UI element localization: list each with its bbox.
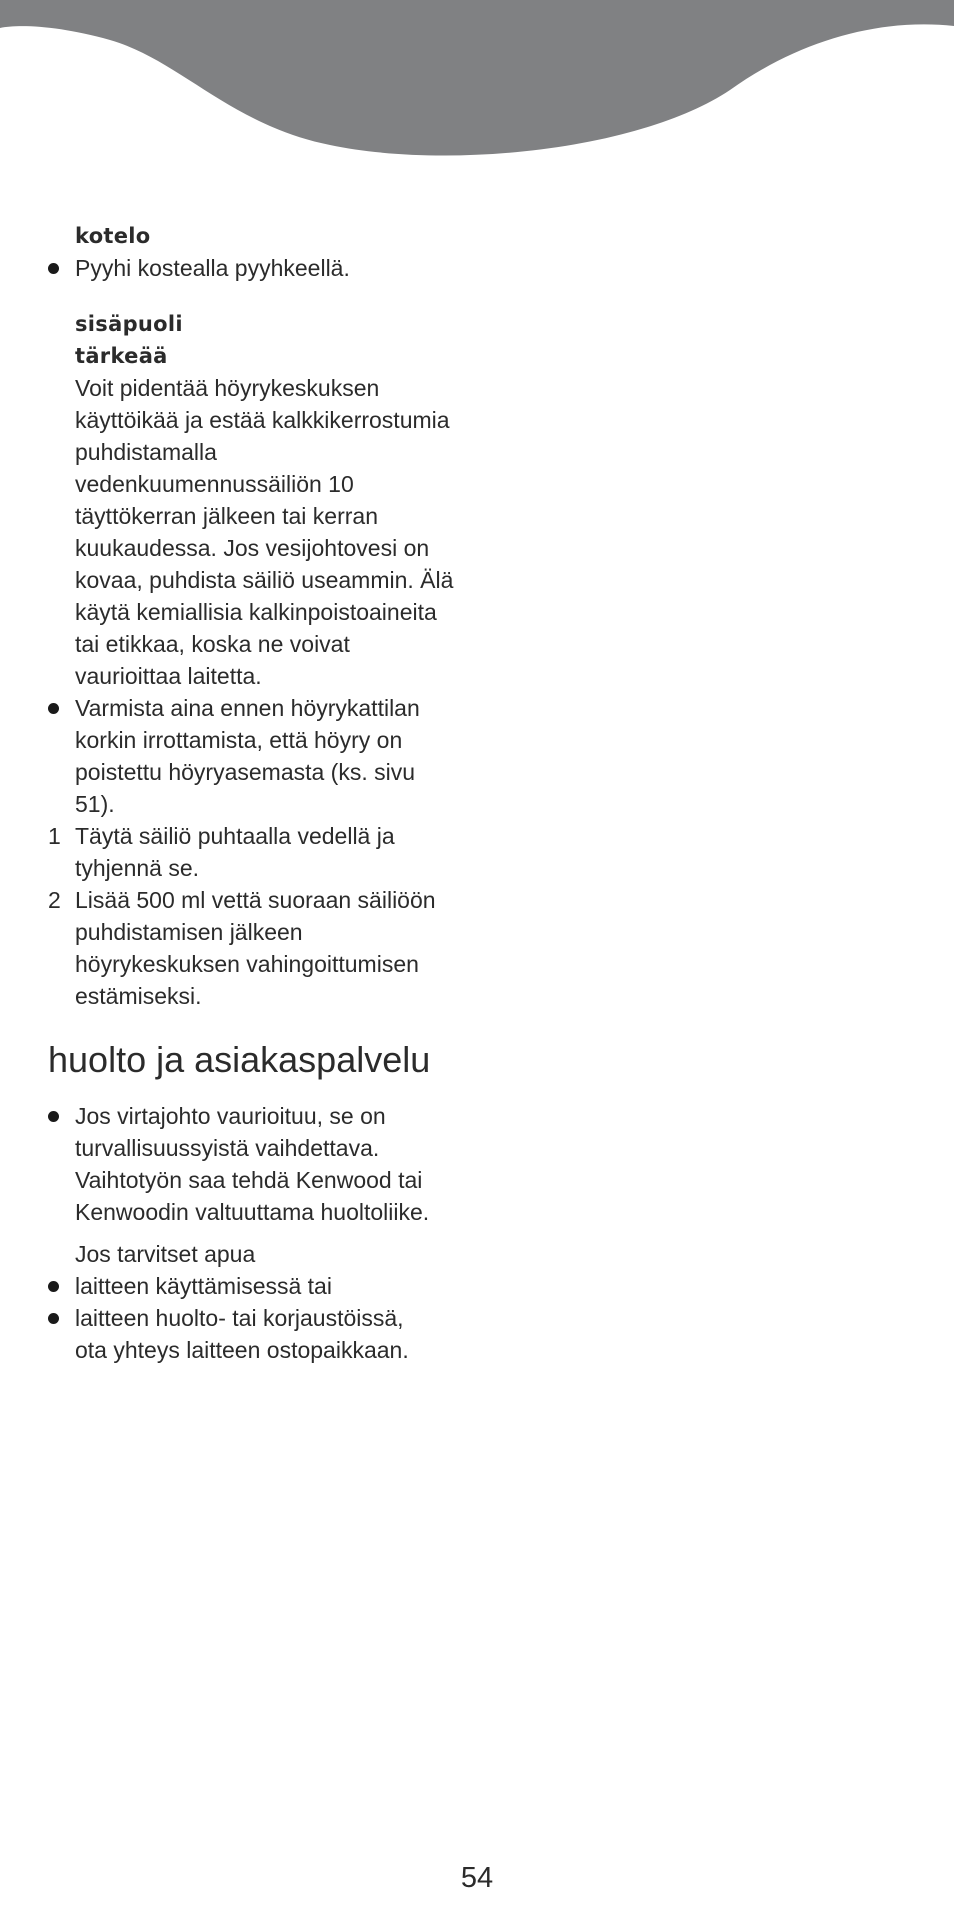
paragraph-line: Voit pidentää höyrykeskuksen [75, 375, 380, 401]
paragraph-line: ota yhteys laitteen ostopaikkaan. [75, 1337, 409, 1363]
paragraph-line: tai etikkaa, koska ne voivat [75, 631, 350, 657]
section-title-service: huolto ja asiakaspalvelu [48, 1039, 431, 1080]
list-item [48, 1302, 488, 1366]
service-intro: Jos tarvitset apua [75, 1241, 256, 1267]
paragraph-line: 51). [75, 791, 115, 817]
heading-sisapuoli: sisäpuoli [75, 312, 183, 336]
header-wave-shape [0, 0, 954, 156]
paragraph-line: Varmista aina ennen höyrykattilan [75, 695, 420, 721]
paragraph-line: täyttökerran jälkeen tai kerran [75, 503, 378, 529]
heading-important: tärkeää [75, 344, 168, 368]
paragraph-line: käyttöikää ja estää kalkkikerrostumia [75, 407, 450, 433]
numbered-step-1 [48, 820, 488, 884]
step-number: 1 [48, 823, 61, 849]
paragraph-line: puhdistamisen jälkeen [75, 919, 303, 945]
paragraph-line: höyrykeskuksen vahingoittumisen [75, 951, 419, 977]
paragraph-line: puhdistamalla [75, 439, 217, 465]
heading-kotelo: kotelo [75, 224, 151, 248]
list-item [48, 1100, 488, 1228]
paragraph-line: turvallisuussyistä vaihdettava. [75, 1135, 380, 1161]
bullet-icon [48, 1111, 59, 1122]
paragraph-line: laitteen käyttämisessä tai [75, 1273, 332, 1299]
paragraph-line: kovaa, puhdista säiliö useammin. Älä [75, 567, 454, 593]
paragraph-line: tyhjennä se. [75, 855, 200, 881]
step-number: 2 [48, 887, 61, 913]
important-paragraph [48, 372, 488, 692]
paragraph-line: estämiseksi. [75, 983, 202, 1009]
list-item [48, 1270, 488, 1302]
bullet-icon [48, 1281, 59, 1292]
kotelo-bullet-text: Pyyhi kostealla pyyhkeellä. [75, 255, 350, 281]
paragraph-line: vaurioittaa laitetta. [75, 663, 262, 689]
paragraph-line: Jos virtajohto vaurioituu, se on [75, 1103, 386, 1129]
paragraph-line: käytä kemiallisia kalkinpoistoaineita [75, 599, 437, 625]
page-content [48, 220, 488, 1366]
bullet-icon [48, 703, 59, 714]
paragraph-line: Kenwoodin valtuuttama huoltoliike. [75, 1199, 430, 1225]
paragraph-line: Täytä säiliö puhtaalla vedellä ja [75, 823, 395, 849]
paragraph-line: vedenkuumennussäiliön 10 [75, 471, 354, 497]
header-wave-banner [0, 0, 954, 160]
page-number: 54 [460, 1862, 494, 1894]
paragraph-line: kuukaudessa. Jos vesijohtovesi on [75, 535, 430, 561]
paragraph-line: poistettu höyryasemasta (ks. sivu [75, 759, 416, 785]
bullet-icon [48, 263, 59, 274]
bullet-icon [48, 1313, 59, 1324]
paragraph-line: laitteen huolto- tai korjaustöissä, [75, 1305, 404, 1331]
paragraph-line: korkin irrottamista, että höyry on [75, 727, 403, 753]
paragraph-line: Lisää 500 ml vettä suoraan säiliöön [75, 887, 436, 913]
paragraph-line: Vaihtotyön saa tehdä Kenwood tai [75, 1167, 423, 1193]
list-item [48, 252, 488, 284]
list-item [48, 692, 488, 820]
numbered-step-2 [48, 884, 488, 1012]
